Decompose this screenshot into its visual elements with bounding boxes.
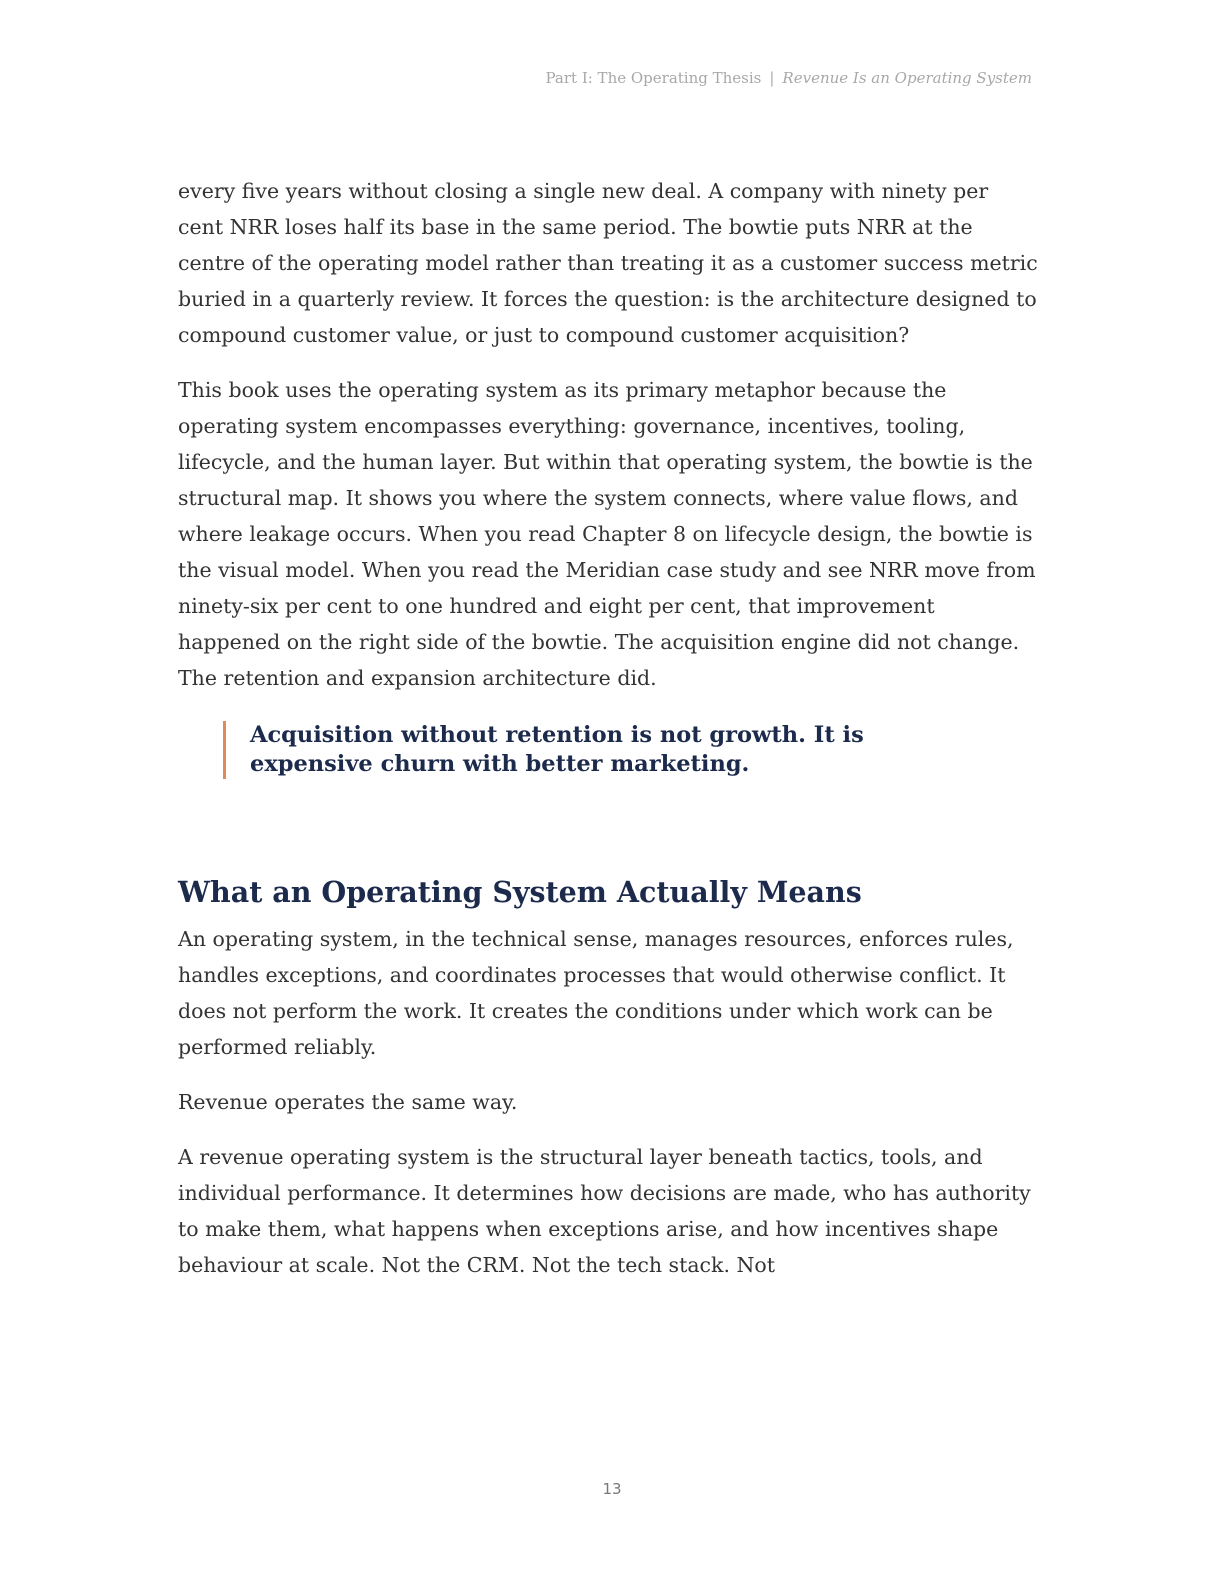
header-part-title: Part I: The Operating Thesis	[545, 69, 762, 87]
page-body	[178, 173, 1038, 1302]
body-paragraph: A revenue operating system is the structural layer beneath tactics, tools, and individual performance. It determines how decisions are made, who has authority to make them, what happens when exceptions arise, and how incentives shape behaviour at scale. Not the CRM. Not the tech stack. Not	[178, 1145, 1031, 1277]
body-paragraph: This book uses the operating system as its primary metaphor because the operating system encompasses everything: governance, incentives, tooling, lifecycle, and the human layer. But within that operating system, the bowtie is the structural map. It shows you where the system connects, where value flows, and where leakage occurs. When you read Chapter 8 on lifecycle design, the bowtie is the visual model. When you read the Meridian case study and see NRR move from ninety-six per cent to one hundred and eight per cent, that improvement happened on the right side of the bowtie. The acquisition engine did not change. The retention and expansion architecture did.	[178, 378, 1036, 690]
running-header	[545, 69, 1032, 87]
page-number: 13	[602, 1480, 622, 1498]
header-chapter-title: Revenue Is an Operating System	[782, 69, 1032, 87]
body-paragraph: An operating system, in the technical sense, manages resources, enforces rules, handles exceptions, and coordinates processes that would otherwise conflict. It does not perform the work. It creates the conditions under which work can be performed reliably.	[178, 927, 1014, 1059]
pull-quote: Acquisition without retention is not growth. It is expensive churn with better marketing.	[223, 721, 930, 779]
body-paragraph: Revenue operates the same way.	[178, 1090, 518, 1114]
section-heading: What an Operating System Actually Means	[178, 875, 862, 909]
header-separator: |	[769, 69, 775, 87]
body-paragraph: every five years without closing a single new deal. A company with ninety per cent NRR loses half its base in the same period. The bowtie puts NRR at the centre of the operating model rather than treating it as a customer success metric buried in a quarterly review. It forces the question: is the architecture designed to compound customer value, or just to compound customer acquisition?	[178, 179, 1038, 347]
